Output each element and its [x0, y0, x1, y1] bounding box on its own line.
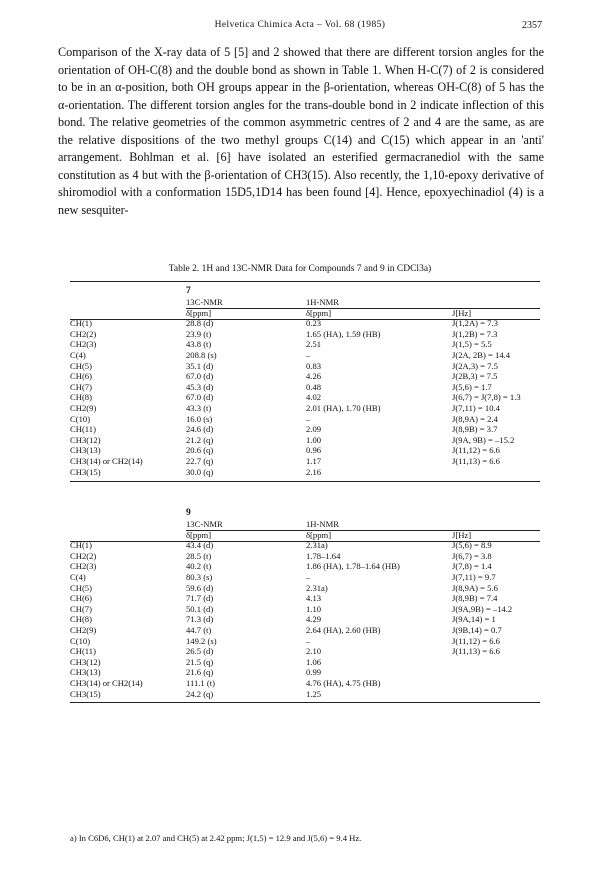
coupling-header: J[Hz]: [452, 307, 472, 318]
coupling-cell: J(8,9A) = 5.6: [452, 582, 498, 593]
compound-number: 9: [186, 507, 191, 518]
table-row: [70, 582, 540, 593]
c13-shift-cell: 21.5 (q): [186, 656, 214, 667]
h1-shift-cell: 2.31a): [306, 582, 328, 593]
position-cell: CH3(14) or CH2(14): [70, 678, 143, 689]
h1-shift-cell: –: [306, 350, 311, 361]
table-row: [70, 635, 540, 646]
position-cell: CH2(2): [70, 550, 97, 561]
position-cell: CH2(3): [70, 339, 97, 350]
c13-shift-cell: 44.7 (t): [186, 625, 212, 636]
coupling-cell: [452, 678, 540, 689]
table-row: [70, 435, 540, 446]
coupling-cell: J(5,6) = 8.9: [452, 540, 492, 551]
h1-shift-cell: 0.48: [306, 381, 322, 392]
table-row: [70, 593, 540, 604]
coupling-cell: J(9A,14) = 1: [452, 614, 496, 625]
h1-shift-cell: 0.23: [306, 318, 322, 329]
position-cell: CH3(13): [70, 667, 101, 678]
compound-number: 7: [186, 285, 191, 296]
running-head: [58, 20, 542, 34]
table-block-compound-7: [70, 285, 540, 477]
h1-shift-cell: 1.65 (HA), 1.59 (HB): [306, 328, 381, 339]
coupling-cell: J(7,8) = 1.4: [452, 561, 492, 572]
table-row: [70, 382, 540, 393]
position-cell: CH2(3): [70, 561, 97, 572]
position-cell: CH(8): [70, 392, 92, 403]
table-row: [70, 445, 540, 456]
c13-shift-cell: 35.1 (d): [186, 360, 214, 371]
h1-shift-cell: 2.10: [306, 646, 322, 657]
table-row: [70, 424, 540, 435]
coupling-header: J[Hz]: [452, 529, 472, 540]
coupling-cell: J(9A,9B) = –14.2: [452, 603, 513, 614]
h1-shift-cell: 1.25: [306, 688, 322, 699]
table-row: [70, 329, 540, 340]
coupling-cell: J(7,11) = 10.4: [452, 403, 500, 414]
table-row: [70, 350, 540, 361]
h1-shift-cell: 4.26: [306, 371, 322, 382]
c13-shift-cell: 59.6 (d): [186, 582, 214, 593]
h1-shift-cell: 1.17: [306, 456, 322, 467]
position-cell: C(10): [70, 635, 91, 646]
position-cell: CH(8): [70, 614, 92, 625]
position-cell: CH(11): [70, 646, 96, 657]
table-row: [70, 667, 540, 678]
running-title: Helvetica Chimica Acta – Vol. 68 (1985): [214, 20, 386, 30]
position-cell: CH(7): [70, 381, 92, 392]
c13-nmr-header: 13C-NMR: [186, 518, 223, 529]
table-row: [70, 572, 540, 583]
h1-shift-header: δ[ppm]: [306, 307, 332, 318]
c13-shift-cell: 20.6 (q): [186, 445, 214, 456]
table-row: [70, 657, 540, 668]
h1-shift-cell: –: [306, 413, 311, 424]
h1-shift-cell: 2.51: [306, 339, 322, 350]
c13-shift-header: δ[ppm]: [186, 529, 212, 540]
h1-shift-cell: 0.99: [306, 667, 322, 678]
h1-shift-header: δ[ppm]: [306, 529, 332, 540]
c13-shift-cell: 26.5 (d): [186, 646, 214, 657]
table-row: [70, 339, 540, 350]
column-header-rule: [70, 541, 540, 542]
c13-shift-cell: 16.0 (s): [186, 413, 213, 424]
position-cell: CH(5): [70, 360, 92, 371]
c13-shift-cell: 43.4 (d): [186, 540, 214, 551]
h1-nmr-header: 1H-NMR: [306, 296, 339, 307]
c13-nmr-header: 13C-NMR: [186, 296, 223, 307]
h1-shift-cell: 4.02: [306, 392, 322, 403]
c13-shift-header: δ[ppm]: [186, 307, 212, 318]
h1-shift-cell: –: [306, 635, 311, 646]
table-row: [70, 392, 540, 403]
coupling-cell: J(6,7) = 3.8: [452, 550, 492, 561]
h1-shift-cell: 4.76 (HA), 4.75 (HB): [306, 678, 381, 689]
coupling-cell: J(2A,3) = 7.5: [452, 360, 498, 371]
c13-shift-cell: 28.8 (d): [186, 318, 214, 329]
coupling-cell: J(1,5) = 5.5: [452, 339, 492, 350]
c13-shift-cell: 43.8 (t): [186, 339, 212, 350]
c13-shift-cell: 67.0 (d): [186, 371, 214, 382]
coupling-cell: J(8,9A) = 2.4: [452, 413, 498, 424]
position-cell: C(4): [70, 350, 86, 361]
coupling-cell: J(9B,14) = 0.7: [452, 625, 502, 636]
position-cell: C(4): [70, 572, 86, 583]
table-row: [70, 604, 540, 615]
body-paragraph: [58, 44, 544, 219]
table-caption: Table 2. 1H and 13C-NMR Data for Compounds 7 and 9 in CDCl3a): [168, 264, 432, 274]
table-block-compound-9: [70, 507, 540, 699]
c13-shift-cell: 111.1 (t): [186, 678, 215, 689]
h1-shift-cell: 0.83: [306, 360, 322, 371]
coupling-cell: J(11,12) = 6.6: [452, 635, 500, 646]
table-row: [70, 678, 540, 689]
table-footnote: a) In C6D6, CH(1) at 2.07 and CH(5) at 2.42 ppm; J(1,5) = 12.9 and J(5,6) = 9.4 Hz.: [70, 833, 362, 843]
h1-shift-cell: 2.64 (HA), 2.60 (HB): [306, 625, 381, 636]
h1-shift-cell: 2.16: [306, 466, 322, 477]
h1-shift-cell: 1.10: [306, 603, 322, 614]
coupling-cell: J(6,7) = J(7,8) = 1.3: [452, 392, 521, 403]
table-row: [70, 456, 540, 467]
h1-nmr-header: 1H-NMR: [306, 518, 339, 529]
c13-shift-cell: 43.3 (t): [186, 403, 212, 414]
nmr-header-rule: [186, 530, 426, 531]
h1-shift-cell: 4.13: [306, 593, 322, 604]
coupling-cell: J(1,2A) = 7.3: [452, 318, 498, 329]
position-cell: CH3(15): [70, 466, 101, 477]
coupling-cell: [452, 466, 540, 477]
c13-shift-cell: 28.5 (t): [186, 550, 212, 561]
table-row: [70, 551, 540, 562]
position-cell: CH(1): [70, 540, 92, 551]
coupling-cell: [452, 667, 540, 678]
c13-shift-cell: 208.8 (s): [186, 350, 217, 361]
coupling-cell: J(5,6) = 1.7: [452, 381, 492, 392]
table-row: [70, 371, 540, 382]
h1-shift-cell: 2.01 (HA), 1.70 (HB): [306, 403, 381, 414]
position-cell: CH3(12): [70, 434, 101, 445]
table-row: [70, 403, 540, 414]
coupling-cell: J(11,13) = 6.6: [452, 456, 500, 467]
position-cell: CH2(9): [70, 403, 97, 414]
c13-shift-cell: 71.7 (d): [186, 593, 214, 604]
position-cell: CH3(13): [70, 445, 101, 456]
paragraph-text: Comparison of the X-ray data of 5 [5] and 2 showed that there are different torsion angles for the orientation of OH-C(8) and the double bond as shown in Table 1. When H-C(7) of 2 is considered to be in an α-position, both OH groups appear in the β-orientation, whereas OH-C(8) of 5 has the α-orientation. The different torsion angles for the trans-double bond in 2 indicate inflection of this bond. The relative geometries of the common asymmetric centres of 2 and 4 are the same, as are the relative dispositions of the two methyl groups C(14) and C(15) which appear in an 'anti' arrangement. Bohlman et al. [6] have isolated an esterified germacranediol with the same constitution as 4 but with the β-orientation of CH3(15). Also recently, the 1,10-epoxy derivative of shiromodiol with a conformation 15D5,1D14 has been found [4]. Hence, epoxyechinadiol (4) is a new sesquiter-: [58, 45, 544, 217]
position-cell: CH(11): [70, 424, 96, 435]
column-header-rule: [70, 319, 540, 320]
c13-shift-cell: 21.2 (q): [186, 434, 214, 445]
table-row: [70, 561, 540, 572]
c13-shift-cell: 80.3 (s): [186, 572, 213, 583]
table-row: [70, 360, 540, 371]
h1-shift-cell: 1.06: [306, 656, 322, 667]
c13-shift-cell: 71.3 (d): [186, 614, 214, 625]
h1-shift-cell: 1.78–1.64: [306, 550, 341, 561]
coupling-cell: J(7,11) = 9.7: [452, 572, 496, 583]
position-cell: CH(6): [70, 371, 92, 382]
h1-shift-cell: 1.86 (HA), 1.78–1.64 (HB): [306, 561, 400, 572]
coupling-cell: J(11,12) = 6.6: [452, 445, 500, 456]
h1-shift-cell: 2.09: [306, 424, 322, 435]
position-cell: CH3(15): [70, 688, 101, 699]
position-cell: CH2(9): [70, 625, 97, 636]
coupling-cell: [452, 688, 540, 699]
table-top-rule: [70, 281, 540, 282]
c13-shift-cell: 45.3 (d): [186, 381, 214, 392]
h1-shift-cell: 1.00: [306, 434, 322, 445]
h1-shift-cell: 0.96: [306, 445, 322, 456]
position-cell: CH2(2): [70, 328, 97, 339]
c13-shift-cell: 67.0 (d): [186, 392, 214, 403]
position-cell: CH3(12): [70, 656, 101, 667]
c13-shift-cell: 21.6 (q): [186, 667, 214, 678]
c13-shift-cell: 24.2 (q): [186, 688, 214, 699]
position-cell: C(10): [70, 413, 91, 424]
nmr-header-rule: [186, 308, 426, 309]
position-cell: CH3(14) or CH2(14): [70, 456, 143, 467]
page-number: 2357: [522, 20, 542, 31]
table-row: [70, 614, 540, 625]
c13-shift-cell: 149.2 (s): [186, 635, 217, 646]
nmr-header-rule: [426, 530, 540, 531]
table-row: [70, 466, 540, 477]
c13-shift-cell: 50.1 (d): [186, 603, 214, 614]
table-bottom-rule: [70, 702, 540, 703]
c13-shift-cell: 24.6 (d): [186, 424, 214, 435]
table-row: [70, 688, 540, 699]
position-cell: CH(6): [70, 593, 92, 604]
coupling-cell: J(8,9B) = 7.4: [452, 593, 498, 604]
coupling-cell: J(2B,3) = 7.5: [452, 371, 498, 382]
coupling-cell: J(2A, 2B) = 14.4: [452, 350, 511, 361]
table-row: [70, 646, 540, 657]
nmr-header-rule: [426, 308, 540, 309]
h1-shift-cell: –: [306, 572, 311, 583]
c13-shift-cell: 40.2 (t): [186, 561, 212, 572]
coupling-cell: [452, 657, 540, 668]
coupling-cell: J(1,2B) = 7.3: [452, 328, 498, 339]
position-cell: CH(5): [70, 582, 92, 593]
coupling-cell: J(9A, 9B) = –15.2: [452, 434, 515, 445]
position-cell: CH(7): [70, 603, 92, 614]
h1-shift-cell: 2.31a): [306, 540, 328, 551]
coupling-cell: J(11,13) = 6.6: [452, 646, 500, 657]
c13-shift-cell: 30.0 (q): [186, 466, 214, 477]
position-cell: CH(1): [70, 318, 92, 329]
block-separator-rule: [70, 481, 540, 482]
coupling-cell: J(8,9B) = 3.7: [452, 424, 498, 435]
c13-shift-cell: 22.7 (q): [186, 456, 214, 467]
table-row: [70, 413, 540, 424]
table-row: [70, 625, 540, 636]
h1-shift-cell: 4.29: [306, 614, 322, 625]
c13-shift-cell: 23.9 (t): [186, 328, 212, 339]
